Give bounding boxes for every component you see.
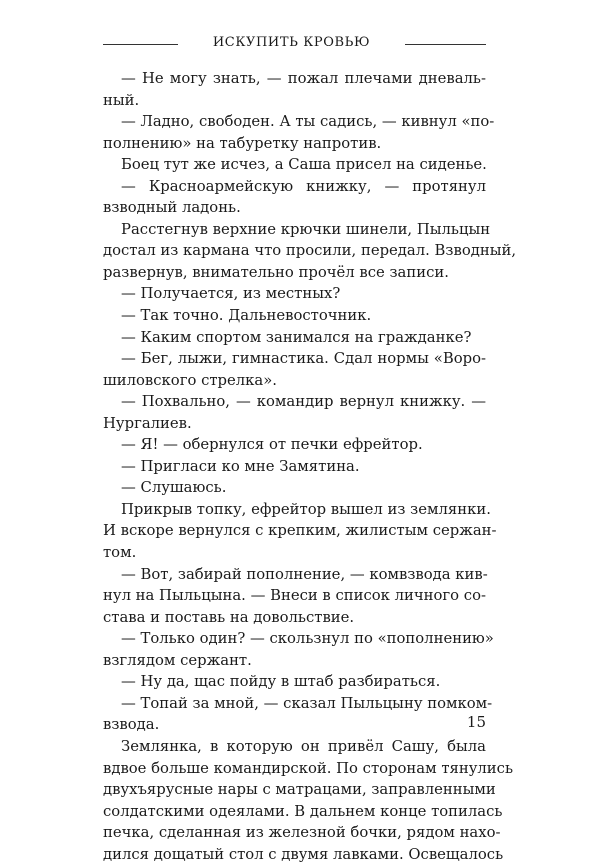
body-text [103,68,517,865]
running-header-title: ИСКУПИТЬ КРОВЬЮ [212,35,371,50]
text-line: Боец тут же исчез, а Саша присел на сиденье. [121,156,487,174]
text-line: вдвое больше командирской. По сторонам тянулись [103,759,514,777]
text-line: взводный ладонь. [103,199,241,217]
text-line: взвода. [103,716,160,734]
text-line: Расстегнув верхние крючки шинели, Пыльцын [121,220,491,238]
text-line: — Ну да, щас пойду в штаб разбираться. [121,673,441,691]
text-line: — Не могу знать, — пожал плечами дневаль- [121,70,486,87]
text-line: шиловского стрелка». [103,371,277,389]
text-line: Землянка, в которую он привёл Сашу, была [121,737,486,755]
text-line: ный. [103,91,140,109]
text-line: — Только один? — скользнул по «пополнению» [121,630,494,648]
text-line: И вскоре вернулся с крепким, жилистым сержан- [103,522,497,540]
text-line: — Бег, лыжи, гимнастика. Сдал нормы «Воро- [121,350,486,368]
page-number: 15 [466,713,486,731]
text-line: том. [103,544,137,562]
text-line: — Пригласи ко мне Замятина. [121,457,360,475]
text-line: печка, сделанная из железной бочки, рядом нахо- [103,824,501,842]
text-line: Нургалиев. [103,414,192,432]
text-line: — Вот, забирай пополнение, — комвзвода кив- [121,565,488,583]
text-line: — Так точно. Дальневосточник. [121,307,372,325]
header-rule-right [405,44,486,45]
text-line: става и поставь на довольствие. [103,608,355,626]
text-line: взглядом сержант. [103,651,252,669]
text-line: — Получается, из местных? [121,285,341,303]
header-rule-left [103,44,178,45]
text-line: солдатскими одеялами. В дальнем конце топилась [103,802,503,820]
text-line: — Похвально, — командир вернул книжку. — [121,393,486,411]
text-line: — Красноармейскую книжку, — протянул [121,177,486,195]
text-line: — Каким спортом занимался на гражданке? [121,328,472,346]
text-line: развернув, внимательно прочёл все записи. [103,263,449,281]
text-line: — Я! — обернулся от печки ефрейтор. [121,436,423,454]
text-line: — Топай за мной, — сказал Пыльцыну помком- [121,694,493,712]
text-line: Прикрыв топку, ефрейтор вышел из землянки. [121,500,491,518]
text-line: дился дощатый стол с двумя лавками. Освещалось [103,845,504,863]
text-line: двухъярусные нары с матрацами, заправленными [103,781,496,799]
text-line: — Ладно, свободен. А ты садись, — кивнул «по- [121,113,495,131]
text-line: полнению» на табуретку напротив. [103,134,382,152]
running-header [0,33,600,53]
text-line: нул на Пыльцына. — Внеси в список личного со- [103,587,486,605]
text-line: — Слушаюсь. [121,479,227,497]
text-line: достал из кармана что просили, передал. Взводный, [103,242,517,260]
